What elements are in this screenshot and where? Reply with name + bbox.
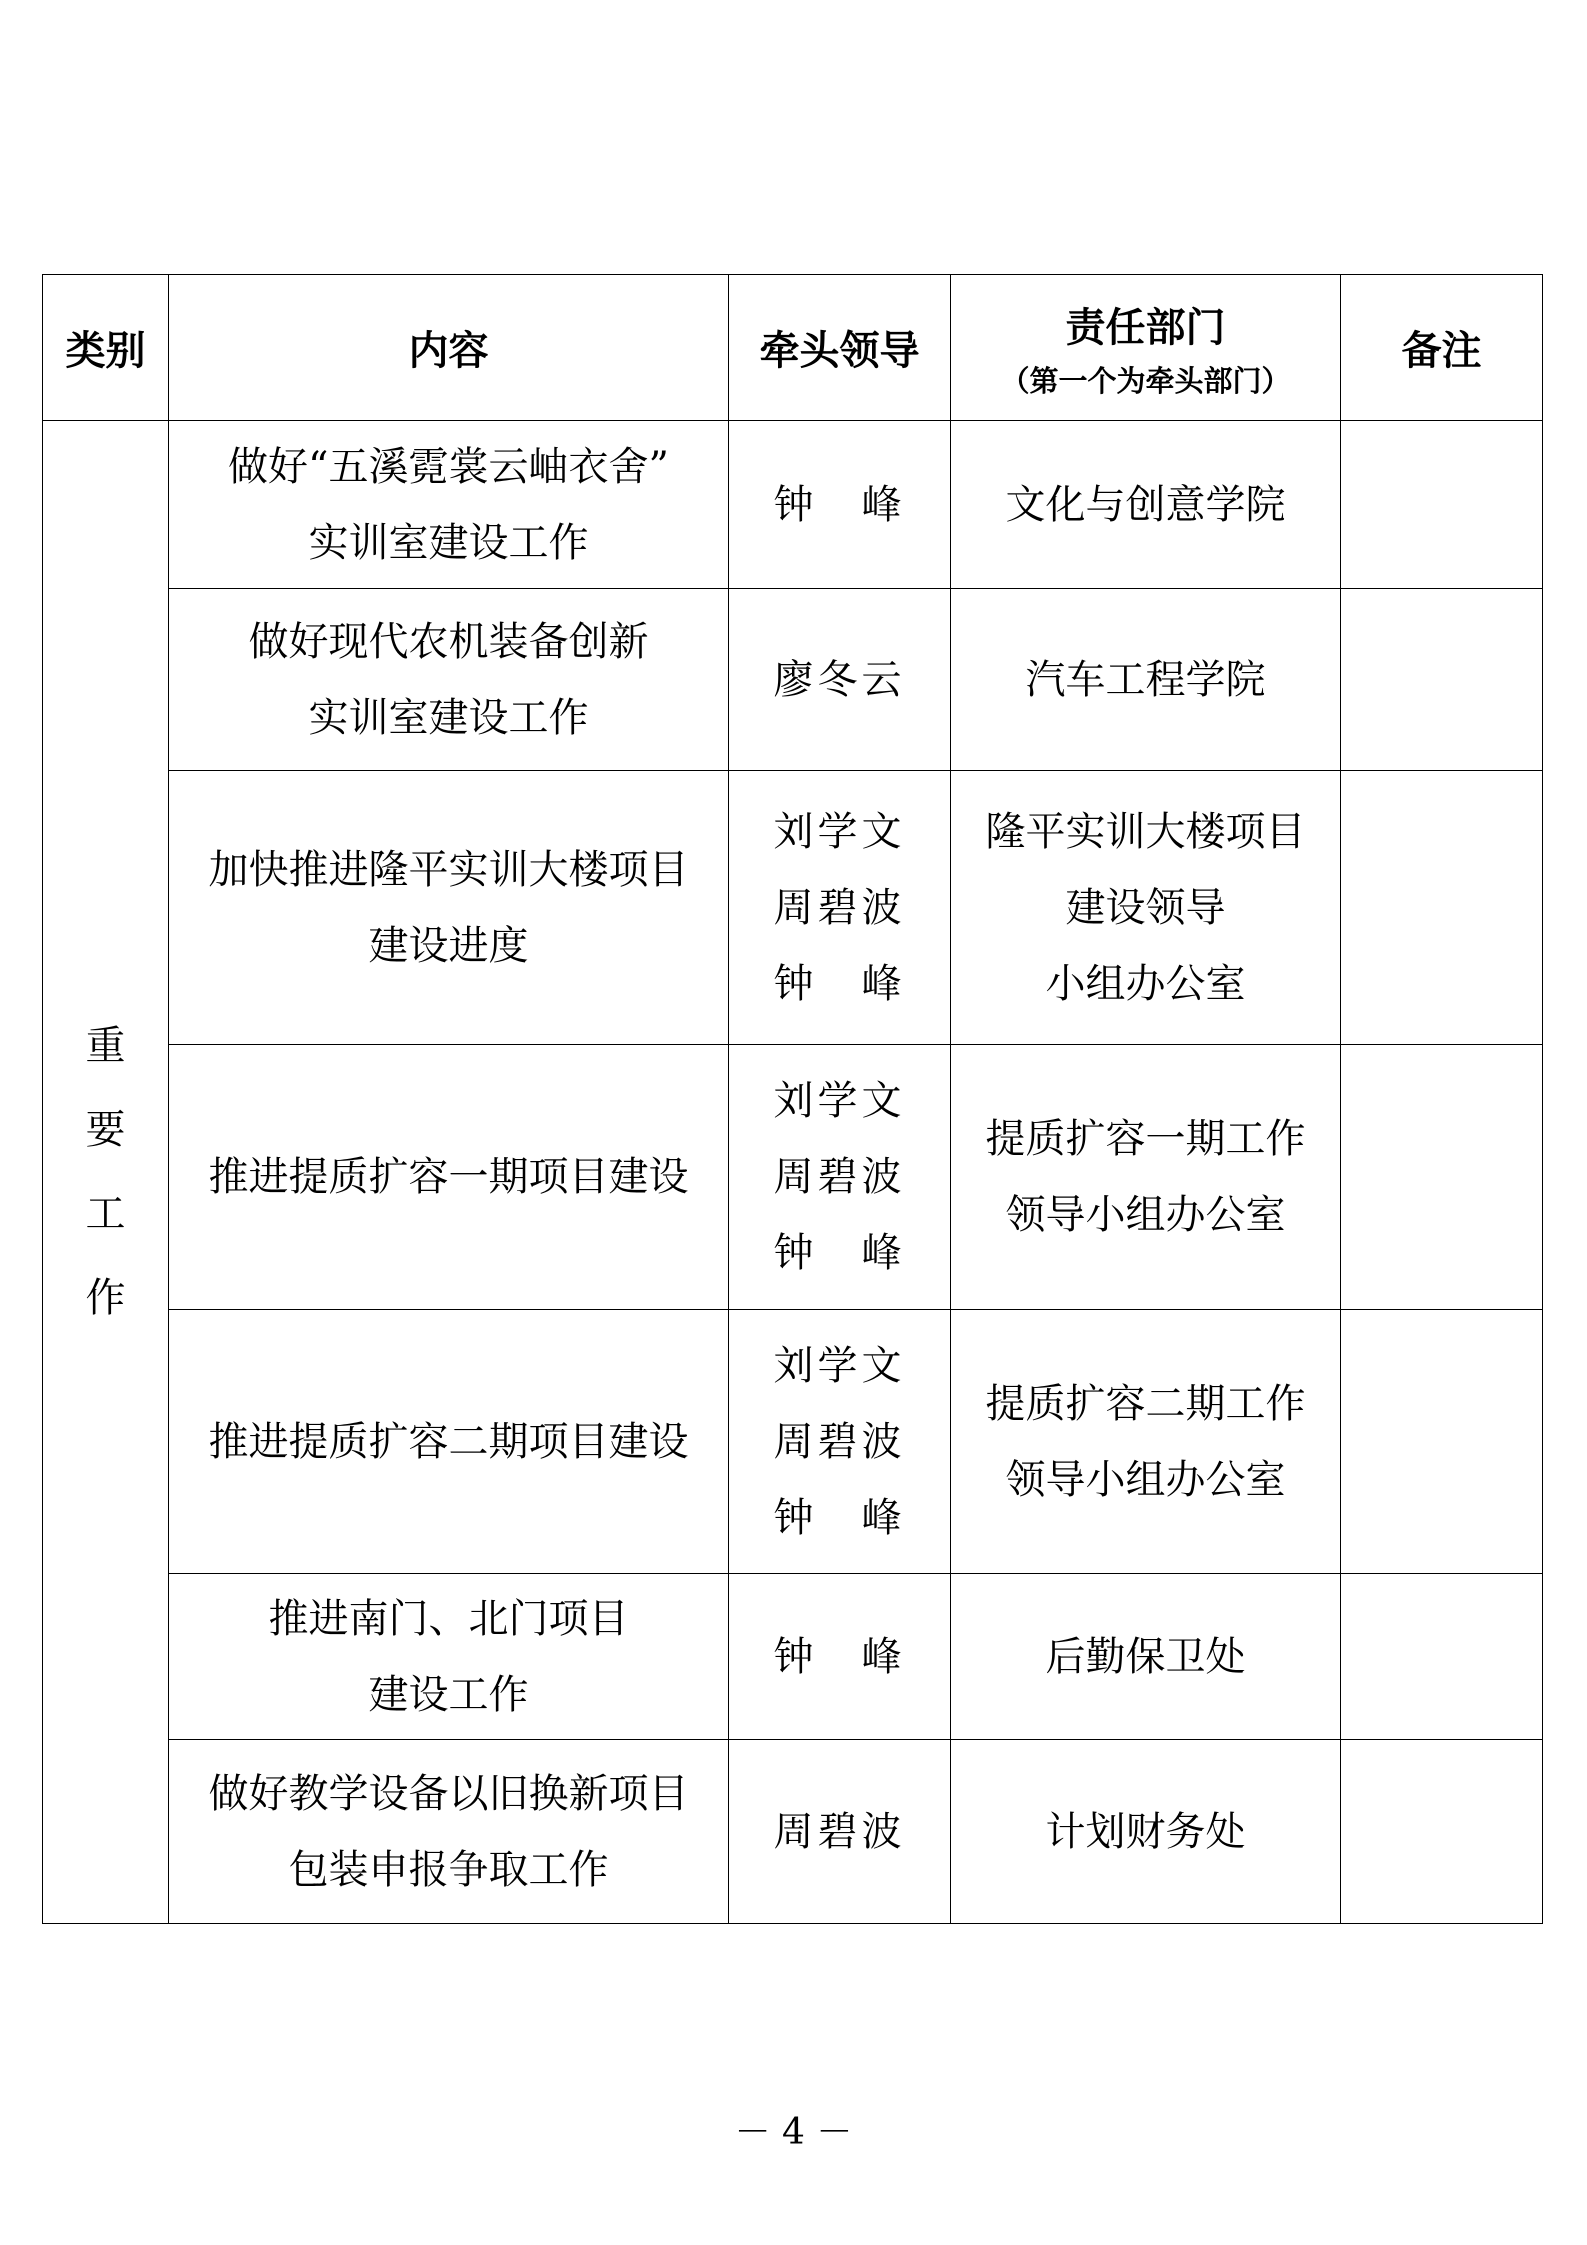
content-cell — [169, 1045, 729, 1310]
table-row — [43, 421, 1543, 589]
department-cell-line: 提质扩容一期工作 — [985, 1116, 1306, 1162]
leader-cell-line: 周碧波 — [773, 1808, 906, 1855]
remark-cell — [1341, 1574, 1543, 1740]
page-number: － 4 － — [734, 2112, 853, 2153]
leader-cell — [729, 771, 951, 1045]
department-cell — [951, 589, 1341, 771]
department-cell — [951, 421, 1341, 589]
header-row — [43, 275, 1543, 421]
department-cell — [951, 1740, 1341, 1924]
department-cell-line: 小组办公室 — [1045, 960, 1246, 1007]
header-remark: 备注 — [1341, 275, 1543, 421]
header-category: 类别 — [43, 275, 169, 421]
leader-cell-line: 周碧波 — [773, 884, 906, 931]
remark-cell — [1341, 1045, 1543, 1310]
content-cell — [169, 1310, 729, 1574]
remark-cell — [1341, 771, 1543, 1045]
table-body — [43, 421, 1543, 1924]
content-cell — [169, 1574, 729, 1740]
leader-cell-line: 钟 峰 — [773, 1230, 906, 1276]
leader-cell — [729, 1310, 951, 1574]
content-cell — [169, 589, 729, 771]
table-row — [43, 1740, 1543, 1924]
content-cell-line: 推进提质扩容一期项目建设 — [208, 1154, 689, 1200]
leader-cell-line: 钟 峰 — [773, 1494, 906, 1541]
table-row — [43, 1310, 1543, 1574]
department-cell — [951, 771, 1341, 1045]
department-cell — [951, 1574, 1341, 1740]
leader-cell-line: 钟 峰 — [773, 1633, 906, 1680]
department-cell-line: 领导小组办公室 — [1005, 1456, 1286, 1503]
remark-cell — [1341, 1310, 1543, 1574]
content-cell-line: 推进南门、北门项目 — [268, 1595, 629, 1642]
department-cell-line: 领导小组办公室 — [1005, 1192, 1286, 1238]
content-cell-line: 实训室建设工作 — [308, 519, 589, 566]
leader-cell-line: 钟 峰 — [773, 481, 906, 528]
content-cell-line: 做好教学设备以旧换新项目 — [208, 1770, 689, 1817]
leader-cell-line: 刘学文 — [773, 1078, 906, 1124]
leader-cell — [729, 1740, 951, 1924]
department-cell-line: 汽车工程学院 — [1025, 656, 1266, 703]
department-cell-line: 计划财务处 — [1045, 1808, 1246, 1855]
department-cell-line: 文化与创意学院 — [1005, 481, 1286, 528]
content-cell-line: 包装申报争取工作 — [288, 1846, 609, 1893]
content-cell-line: 推进提质扩容二期项目建设 — [208, 1418, 689, 1465]
content-cell-line: 做好“五溪霓裳云岫衣舍” — [228, 443, 669, 490]
remark-cell — [1341, 421, 1543, 589]
leader-cell — [729, 421, 951, 589]
header-department — [951, 275, 1341, 421]
remark-cell — [1341, 589, 1543, 771]
category-char: 工 — [85, 1191, 126, 1237]
work-table — [42, 274, 1543, 1924]
leader-cell — [729, 1045, 951, 1310]
category-char: 要 — [85, 1107, 126, 1153]
table-row — [43, 1045, 1543, 1310]
leader-cell-line: 周碧波 — [773, 1154, 906, 1200]
department-cell-line: 建设领导 — [1065, 884, 1226, 931]
header-department-label: 责任部门 — [1065, 304, 1226, 351]
department-cell-line: 提质扩容二期工作 — [985, 1380, 1306, 1427]
content-cell-line: 建设工作 — [368, 1671, 529, 1718]
remark-cell — [1341, 1740, 1543, 1924]
header-department-note: （第一个为牵头部门） — [1000, 363, 1291, 398]
table-row — [43, 1574, 1543, 1740]
category-char: 作 — [85, 1275, 126, 1321]
content-cell-line: 做好现代农机装备创新 — [248, 618, 649, 665]
department-cell — [951, 1310, 1341, 1574]
content-cell — [169, 1740, 729, 1924]
category-cell — [43, 421, 169, 1924]
header-content: 内容 — [169, 275, 729, 421]
category-char: 重 — [85, 1023, 126, 1069]
leader-cell-line: 钟 峰 — [773, 960, 906, 1007]
content-cell-line: 加快推进隆平实训大楼项目 — [208, 846, 689, 893]
content-cell-line: 实训室建设工作 — [308, 694, 589, 741]
leader-cell-line: 刘学文 — [773, 1342, 906, 1389]
department-cell — [951, 1045, 1341, 1310]
leader-cell — [729, 589, 951, 771]
header-leader: 牵头领导 — [729, 275, 951, 421]
leader-cell-line: 刘学文 — [773, 808, 906, 855]
table-row — [43, 589, 1543, 771]
content-cell — [169, 421, 729, 589]
leader-cell — [729, 1574, 951, 1740]
department-cell-line: 隆平实训大楼项目 — [985, 808, 1306, 855]
content-cell-line: 建设进度 — [368, 922, 529, 969]
department-cell-line: 后勤保卫处 — [1045, 1633, 1246, 1680]
leader-cell-line: 周碧波 — [773, 1418, 906, 1465]
leader-cell-line: 廖冬云 — [773, 656, 906, 703]
content-cell — [169, 771, 729, 1045]
table-row — [43, 771, 1543, 1045]
